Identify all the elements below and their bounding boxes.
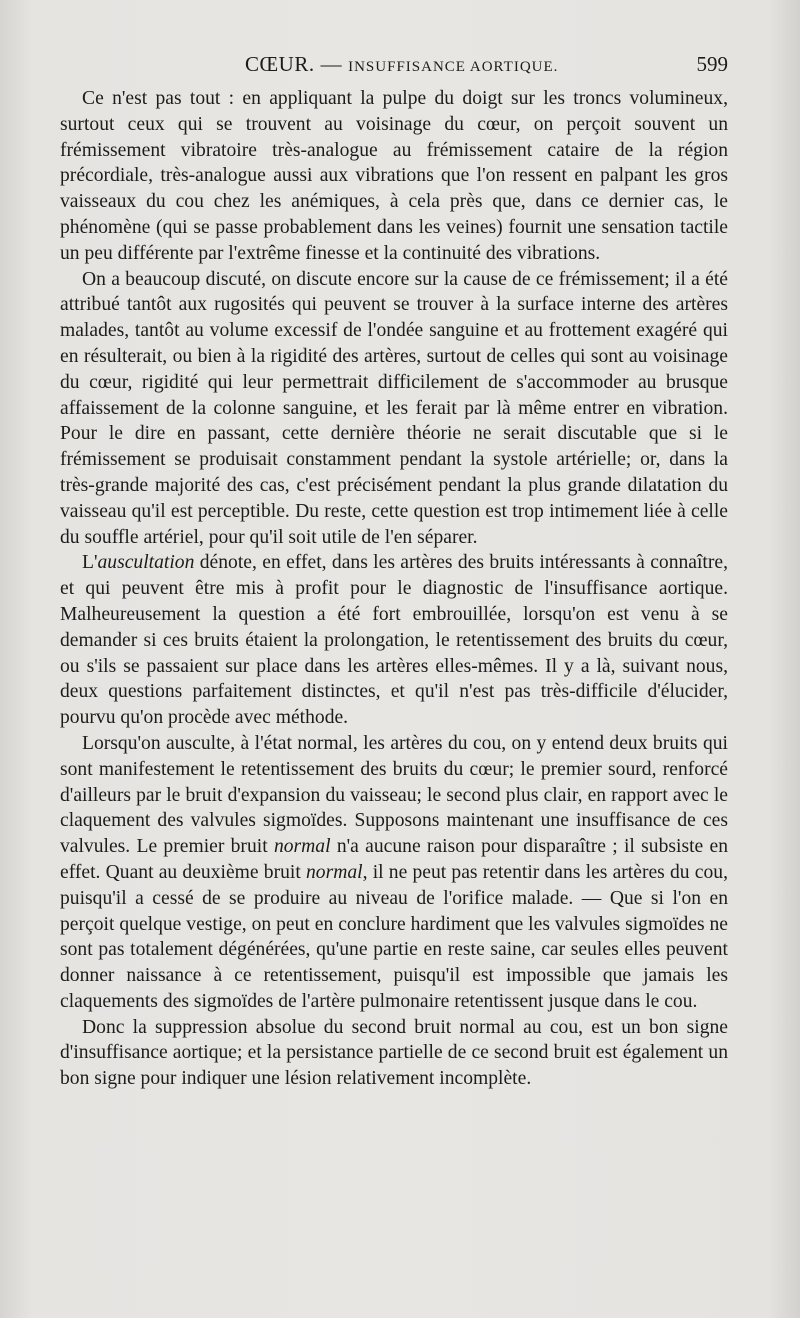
- paragraph-4-part-b: n'a aucune raison pour disparaître ; il subsiste en effet. Quant au deuxième bruit: [60, 836, 728, 883]
- page-body: [60, 86, 728, 1092]
- running-header: [60, 48, 728, 82]
- italic-term-normal-2: normal: [305, 861, 363, 883]
- italic-term-auscultation: auscultation: [97, 552, 195, 574]
- paragraph-1: Ce n'est pas tout : en appliquant la pulpe du doigt sur les troncs volumineux, surtout ceux qui se trouvent au voisinage du cœur, on perçoit souvent un frémissement vibratoire très-analogue au frémissement cataire de la région précordiale, très-analogue aussi aux vibrations que l'on ressent en palpant les gros vaisseaux du cou chez les anémiques, à cela près que, dans ce dernier cas, le phénomène (qui se passe probablement dans les veines) fournit une sensation tactile un peu différente par l'extrême finesse et la continuité des vibrations.: [60, 88, 728, 264]
- paragraph-2: On a beaucoup discuté, on discute encore sur la cause de ce frémissement; il a été attribué tantôt aux rugosités qui peuvent se trouver à la surface interne des artères malades, tantôt au volume excessif de l'ondée sanguine et au frottement exagéré qui en résulterait, ou bien à la rigidité des artères, surtout de celles qui sont au voisinage du cœur, rigidité qui leur permettrait difficilement de s'accommoder au brusque affaissement de la colonne sanguine, et les ferait par là même entrer en vibration. Pour le dire en passant, cette dernière théorie ne serait discutable que si le frémissement se produisait constamment pendant la systole artérielle; or, dans la très-grande majorité des cas, c'est précisément pendant la plus grande dilatation du vaisseau qu'il est perceptible. Du reste, cette question est trop intimement liée à celle du souffle artériel, pour qu'il soit utile de l'en séparer.: [60, 268, 728, 548]
- paragraph-3-text: dénote, en effet, dans les artères des bruits intéressants à connaître, et qui peuvent être mis à profit pour le diagnostic de l'insuffisance aortique. Malheureusement la question a été fort embrouillée, lorsqu'on est venu à se demander si ces bruits étaient la prolongation, le retentissement des bruits du cœur, ou s'ils se passaient sur place dans les artères elles-mêmes. Il y a là, suivant nous, deux questions parfaitement distinctes, et qu'il n'est pas très-difficile d'élucider, pourvu qu'on procède avec méthode.: [60, 552, 728, 729]
- italic-term-normal-1: normal: [273, 836, 331, 858]
- paragraph-4-part-c: , il ne peut pas retentir dans les artères du cou, puisqu'il a cessé de se produire au niveau de l'orifice malade. — Que si l'on en perçoit quelque vestige, on peut en conclure hardiment que les valvules sigmoïdes ne sont pas totalement dégénérées, qu'une partie en reste saine, car seules elles peuvent donner naissance à ce retentissement, puisqu'il est impossible que jamais les claquements des sigmoïdes de l'artère pulmonaire retentissent jusque dans le cou.: [60, 861, 728, 1012]
- chapter-title: CŒUR.: [245, 52, 315, 76]
- paragraph-5: Donc la suppression absolue du second bruit normal au cou, est un bon signe d'insuffisance aortique; et la persistance partielle de ce second bruit est également un bon signe pour indiquer une lésion relativement incomplète.: [60, 1016, 728, 1090]
- paragraph-4: [60, 731, 728, 1015]
- page-number: 599: [696, 52, 728, 76]
- title-dash: —: [320, 52, 343, 76]
- running-title: [245, 52, 558, 77]
- paragraph-4-part-a: Lorsqu'on ausculte, à l'état normal, les artères du cou, on y entend deux bruits qui sont manifestement le retentissement des bruits du cœur; le premier sourd, renforcé d'ailleurs par le bruit d'expansion du vaisseau; le second plus clair, en rapport avec le claquement des valvules sigmoïdes. Supposons maintenant une insuffisance de ces valvules. Le premier bruit: [60, 732, 728, 858]
- section-title: INSUFFISANCE AORTIQUE.: [348, 59, 559, 75]
- paragraph-3-lead: L': [82, 552, 98, 574]
- paragraph-3: [60, 550, 728, 731]
